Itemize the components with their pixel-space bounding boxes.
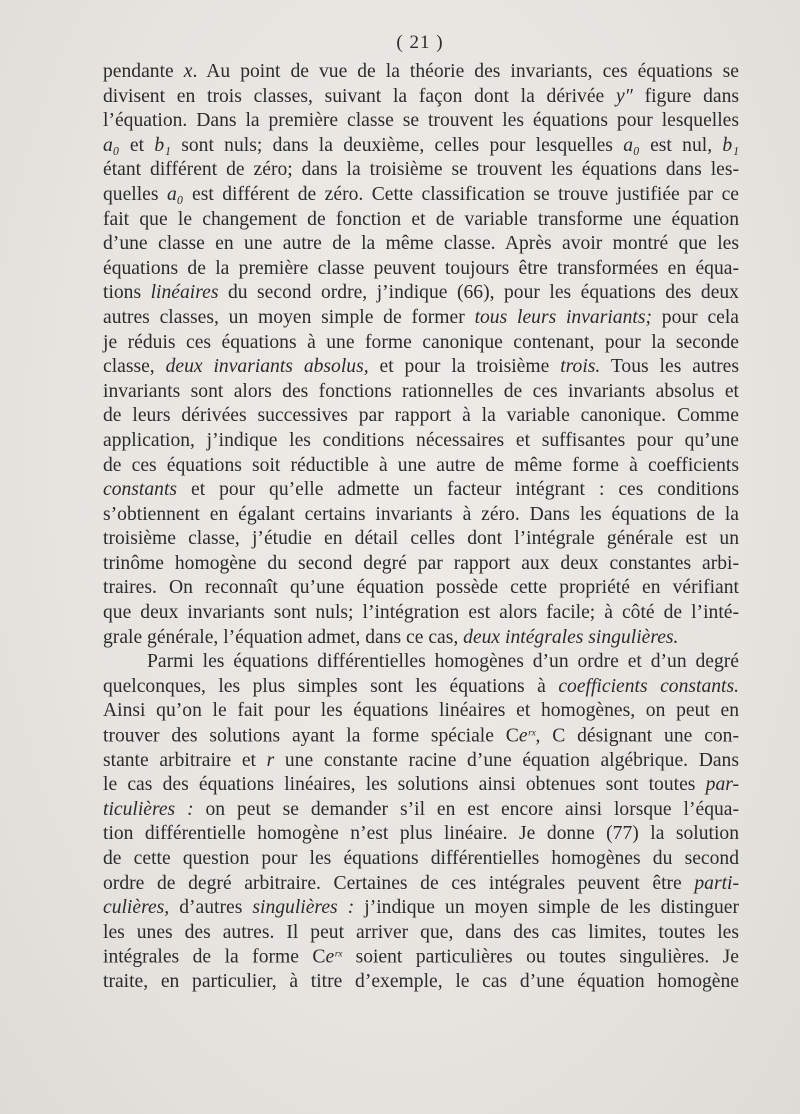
text-segment: une constante racine d’une équation algébrique. Dans: [274, 749, 739, 771]
text-segment: l’équation. Dans la première classe se trouvent les équations pour lesquelles: [103, 110, 739, 132]
italic-text: ʳˣ: [334, 948, 343, 966]
text-segment: s’obtiennent en égalant certains invariants à zéro. Dans les équations de la: [103, 503, 739, 525]
text-line: [103, 281, 739, 306]
text-segment: troisième classe, j’étudie en détail celles dont l’intégrale générale est un: [103, 528, 739, 550]
text-segment: équations de la première classe peuvent toujours être transformées en équa-: [103, 257, 739, 279]
text-segment: le cas des équations linéaires, les solutions ainsi obtenues sont toutes: [103, 774, 706, 796]
text-segment: et: [119, 134, 155, 156]
text-line: [103, 675, 739, 700]
text-line: [103, 85, 739, 110]
text-line: [103, 331, 739, 356]
text-segment: autres classes, un moyen simple de former: [103, 306, 475, 328]
text-segment: traite, en particulier, à titre d’exemple, le cas d’une équation homogène: [103, 970, 739, 992]
text-line: [103, 921, 739, 946]
text-line: [103, 872, 739, 897]
text-segment: étant différent de zéro; dans la troisième se trouvent les équations dans les-: [103, 159, 739, 181]
text-segment: invariants sont alors des fonctions rationnelles de ces invariants absolus et: [103, 380, 739, 402]
italic-text: constants: [103, 479, 178, 501]
text-line: [103, 626, 739, 651]
italic-text: deux invariants absolus,: [165, 356, 369, 378]
text-segment: pour cela: [651, 306, 740, 328]
text-line: [103, 945, 739, 970]
text-line: [103, 380, 739, 405]
text-segment: j’indique un moyen simple de les distinguer: [354, 897, 740, 919]
text-segment: est nul,: [639, 134, 723, 156]
text-line: [103, 306, 739, 331]
paragraph: [103, 650, 739, 994]
body-text: [103, 60, 739, 995]
text-line: [103, 552, 739, 577]
text-segment: de leurs dérivées successives par rapport à la variable canonique. Comme: [103, 405, 739, 427]
text-line: [103, 773, 739, 798]
italic-text: ʳˣ: [527, 727, 536, 745]
italic-text: a₀: [623, 134, 640, 156]
italic-text: e: [325, 946, 335, 968]
text-segment: grale générale, l’équation admet, dans ce cas,: [103, 626, 464, 648]
text-line: [103, 158, 739, 183]
text-segment: , C désignant une con-: [535, 725, 740, 747]
text-segment: tion différentielle homogène n’est plus linéaire. Je donne (77) la solution: [103, 823, 739, 845]
italic-text: a₀: [166, 183, 184, 205]
text-segment: on peut se demander s’il en est encore ainsi lorsque l’équa-: [193, 798, 740, 820]
italic-text: par-: [705, 774, 739, 796]
text-segment: Tous les autres: [600, 356, 739, 378]
text-line: [103, 527, 739, 552]
text-line: [103, 232, 739, 257]
text-segment: . Au point de vue de la théorie des invariants, ces équations se: [192, 61, 740, 82]
paragraph: [103, 60, 739, 650]
text-segment: soient particulières ou toutes singulières. Je: [342, 946, 740, 968]
text-segment: que deux invariants sont nuls; l’intégration est alors facile; à côté de l’inté-: [103, 602, 739, 624]
text-line: [103, 847, 739, 872]
italic-text: tous leurs invariants;: [474, 306, 652, 328]
text-segment: stante arbitraire et: [103, 749, 267, 771]
text-line: [103, 699, 739, 724]
text-line: [103, 970, 739, 995]
text-segment: divisent en trois classes, suivant la façon dont la dérivée: [103, 85, 616, 107]
text-line: [103, 822, 739, 847]
text-segment: quelles: [103, 183, 167, 205]
text-segment: Parmi les équations différentielles homogènes d’un ordre et d’un degré: [147, 651, 739, 673]
text-line: [103, 257, 739, 282]
italic-text: r: [266, 749, 275, 771]
text-segment: Ainsi qu’on le fait pour les équations linéaires et homogènes, on peut en: [103, 700, 739, 722]
text-segment: traires. On reconnaît qu’une équation possède cette propriété en vérifiant: [103, 577, 739, 599]
italic-text: a₀: [103, 134, 120, 156]
text-segment: les unes des autres. Il peut arriver que, dans des cas limites, toutes les: [103, 921, 739, 943]
text-line: [103, 896, 739, 921]
text-segment: intégrales de la forme C: [103, 946, 326, 968]
page-number: ( 21 ): [396, 32, 444, 53]
text-segment: je réduis ces équations à une forme canonique contenant, pour la seconde: [103, 331, 739, 353]
text-line: [103, 60, 739, 85]
text-line: [103, 724, 739, 749]
italic-text: b₁: [154, 134, 171, 156]
text-segment: du second ordre, j’indique (66), pour les équations des deux: [218, 282, 739, 304]
text-segment: figure dans: [632, 85, 740, 107]
text-line: [103, 478, 739, 503]
italic-text: culières,: [103, 897, 170, 919]
text-line: [103, 134, 739, 159]
italic-text: singulières :: [252, 897, 355, 919]
text-segment: trouver des solutions ayant la forme spéciale C: [103, 725, 519, 747]
text-segment: de cette question pour les équations différentielles homogènes du second: [103, 848, 739, 869]
italic-text: parti-: [694, 872, 739, 894]
italic-text: deux intégrales singulières.: [463, 626, 679, 648]
text-line: [103, 601, 739, 626]
text-segment: classe,: [103, 356, 166, 378]
italic-text: trois.: [560, 356, 601, 378]
text-segment: de ces équations soit réductible à une autre de même forme à coefficients: [103, 454, 739, 476]
text-segment: et pour la troisième: [368, 356, 561, 378]
text-segment: tions: [103, 282, 151, 304]
text-line: [103, 798, 739, 823]
text-line: [103, 404, 739, 429]
text-segment: ordre de degré arbitraire. Certaines de ces intégrales peuvent être: [103, 872, 695, 894]
text-segment: quelconques, les plus simples sont les équations à: [103, 675, 559, 697]
text-segment: fait que le changement de fonction et de variable transforme une équation: [103, 208, 739, 230]
italic-text: coefficients constants.: [558, 675, 740, 697]
text-line: [103, 576, 739, 601]
text-segment: sont nuls; dans la deuxième, celles pour lesquelles: [170, 134, 624, 156]
text-line: [103, 355, 739, 380]
italic-text: ticulières :: [103, 798, 194, 820]
text-segment: et pour qu’elle admette un facteur intégrant : ces conditions: [177, 479, 739, 501]
text-segment: trinôme homogène du second degré par rapport aux deux constantes arbi-: [103, 552, 739, 574]
text-line: [103, 454, 739, 479]
italic-text: b₁: [722, 134, 739, 156]
text-line: [103, 429, 739, 454]
text-segment: pendante: [103, 61, 184, 82]
italic-text: y″: [615, 85, 633, 107]
italic-text: linéaires: [150, 282, 219, 304]
text-line: [103, 208, 739, 233]
text-segment: application, j’indique les conditions nécessaires et suffisantes pour qu’une: [103, 429, 739, 451]
italic-text: e: [518, 725, 528, 747]
text-line: [103, 109, 739, 134]
text-segment: est différent de zéro. Cette classification se trouve justifiée par ce: [183, 183, 739, 205]
text-line: [103, 183, 739, 208]
italic-text: x: [183, 61, 193, 82]
text-line: [103, 650, 739, 675]
text-line: [103, 503, 739, 528]
text-segment: d’une classe en une autre de la même classe. Après avoir montré que les: [103, 233, 739, 255]
text-line: [103, 749, 739, 774]
text-segment: d’autres: [169, 897, 253, 919]
